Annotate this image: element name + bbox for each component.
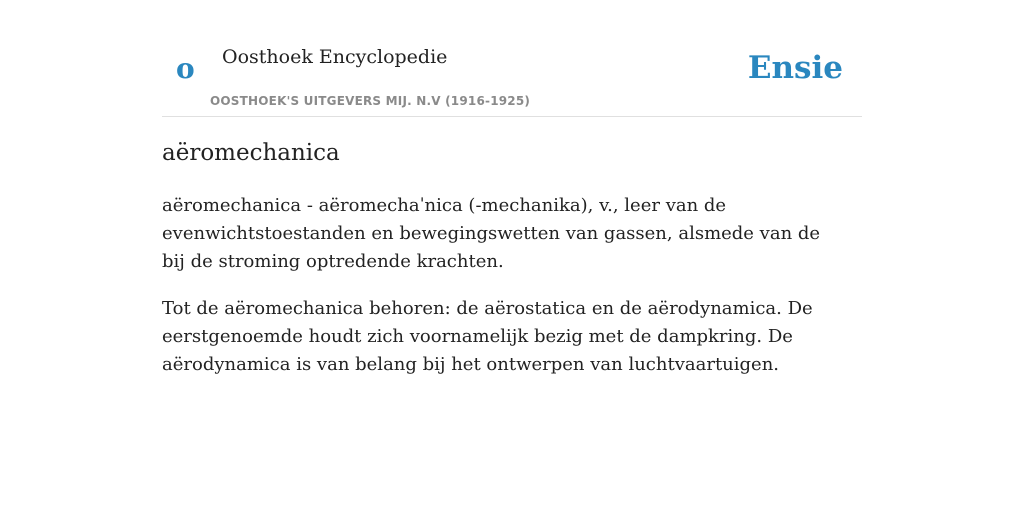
entry-body	[162, 192, 832, 398]
publisher-subtitle: OOSTHOEK'S UITGEVERS MIJ. N.V (1916-1925)	[210, 94, 531, 108]
entry-paragraph: aëromechanica - aëromechaˈnica (-mechanika), v., leer van de evenwichtstoestanden en bewegingswetten van gassen, alsmede van de bij de stroming optredende krachten.	[162, 195, 821, 272]
entry-title: aëromechanica	[162, 140, 340, 166]
site-header	[162, 0, 862, 117]
entry-paragraph: Tot de aëromechanica behoren: de aërostatica en de aërodynamica. De eerstgenoemde houdt zich voornamelijk bezig met de dampkring. De aërodynamica is van belang bij het ontwerpen van luchtvaartuigen.	[162, 298, 813, 375]
ensie-brand-link[interactable]: Ensie	[747, 50, 843, 86]
site-title-link[interactable]: Oosthoek Encyclopedie	[222, 46, 448, 68]
site-logo[interactable]: o	[176, 52, 195, 85]
